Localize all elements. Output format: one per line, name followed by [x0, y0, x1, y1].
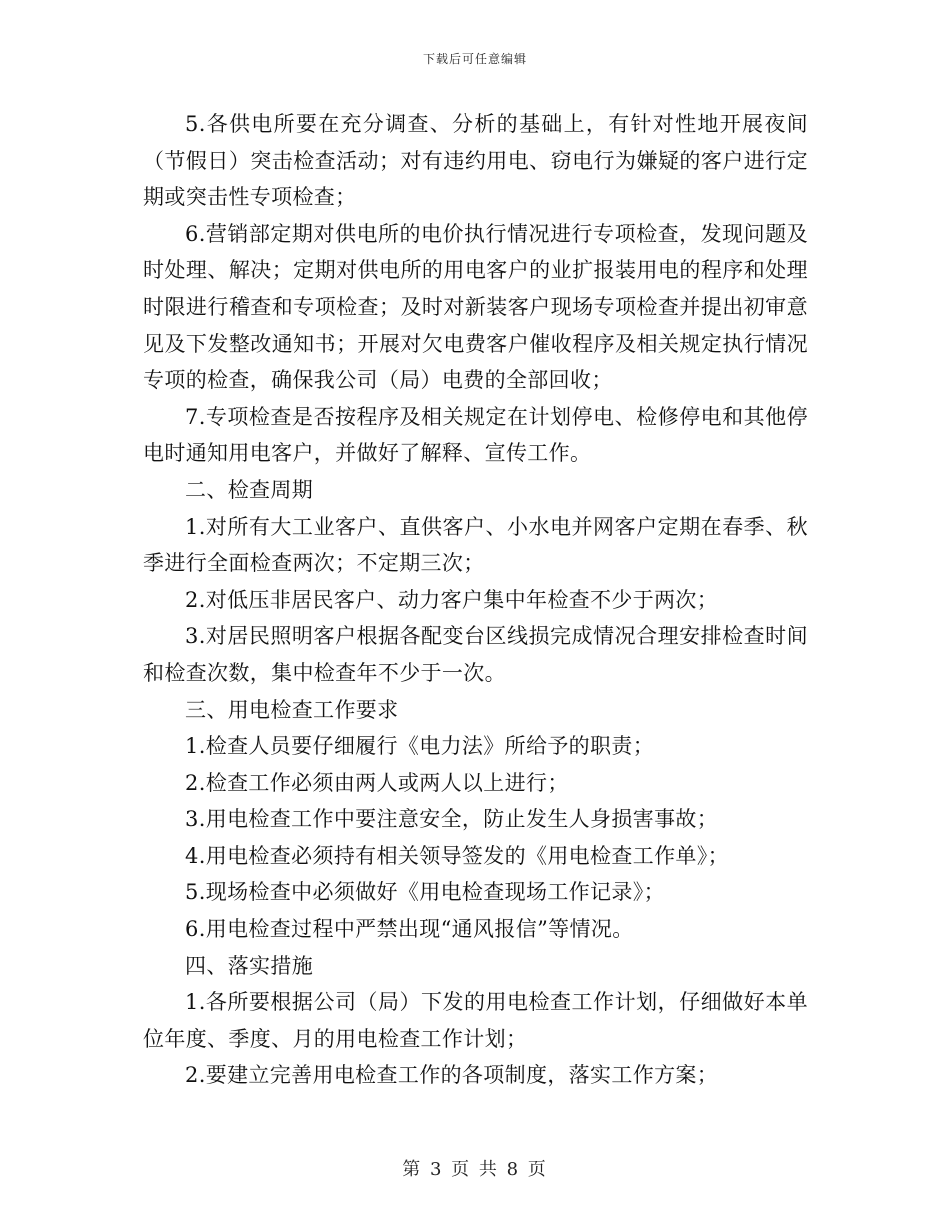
- paragraph-item-6-marketing-inspection: 6.营销部定期对供电所的电价执行情况进行专项检查，发现问题及时处理、解决；定期对供电所的用电客户的业扩报装用电的程序和处理时限进行稽查和专项检查；及时对新装客户现场专项检查并提出初审意见及下发整改通知书；开展对欠电费客户催收程序及相关规定执行情况专项的检查，确保我公司（局）电费的全部回收；: [143, 221, 808, 393]
- paragraph-requirement-item-2: 2.检查工作必须由两人或两人以上进行；: [185, 770, 569, 795]
- paragraph-measure-item-2: 2.要建立完善用电检查工作的各项制度，落实工作方案；: [185, 1063, 719, 1088]
- page-header: 下载后可任意编辑: [422, 52, 527, 66]
- paragraph-requirement-item-5: 5.现场检查中必须做好《用电检查现场工作记录》；: [185, 880, 665, 905]
- paragraph-cycle-item-2: 2.对低压非居民客户、动力客户集中年检查不少于两次；: [185, 587, 719, 612]
- paragraph-item-5-night-inspection: 5.各供电所要在充分调查、分析的基础上，有针对性地开展夜间（节假日）突击检查活动；对有违约用电、窃电行为嫌疑的客户进行定期或突击性专项检查；: [143, 112, 808, 210]
- section-heading-inspection-cycle: 二、检查周期: [185, 477, 314, 502]
- section-heading-implementation-measures: 四、落实措施: [185, 953, 314, 978]
- section-heading-work-requirements: 三、用电检查工作要求: [185, 697, 399, 722]
- paragraph-requirement-item-1: 1.检查人员要仔细履行《电力法》所给予的职责；: [185, 734, 655, 759]
- page-number-footer: 第 3 页 共 8 页: [402, 1159, 548, 1180]
- paragraph-item-7-outage-notification: 7.专项检查是否按程序及相关规定在计划停电、检修停电和其他停电时通知用电客户，并做好了解释、宣传工作。: [143, 404, 808, 466]
- paragraph-cycle-item-1: 1.对所有大工业客户、直供客户、小水电并网客户定期在春季、秋季进行全面检查两次；不定期三次；: [143, 514, 808, 576]
- paragraph-requirement-item-6: 6.用电检查过程中严禁出现“通风报信”等情况。: [185, 917, 634, 942]
- paragraph-requirement-item-4: 4.用电检查必须持有相关领导签发的《用电检查工作单》；: [185, 843, 729, 868]
- paragraph-requirement-item-3: 3.用电检查工作中要注意安全，防止发生人身损害事故；: [185, 807, 719, 832]
- paragraph-measure-item-1: 1.各所要根据公司（局）下发的用电检查工作计划，仔细做好本单位年度、季度、月的用电检查工作计划；: [143, 990, 808, 1051]
- document-body: [143, 106, 808, 1094]
- paragraph-cycle-item-3: 3.对居民照明客户根据各配变台区线损完成情况合理安排检查时间和检查次数，集中检查年不少于一次。: [143, 624, 808, 685]
